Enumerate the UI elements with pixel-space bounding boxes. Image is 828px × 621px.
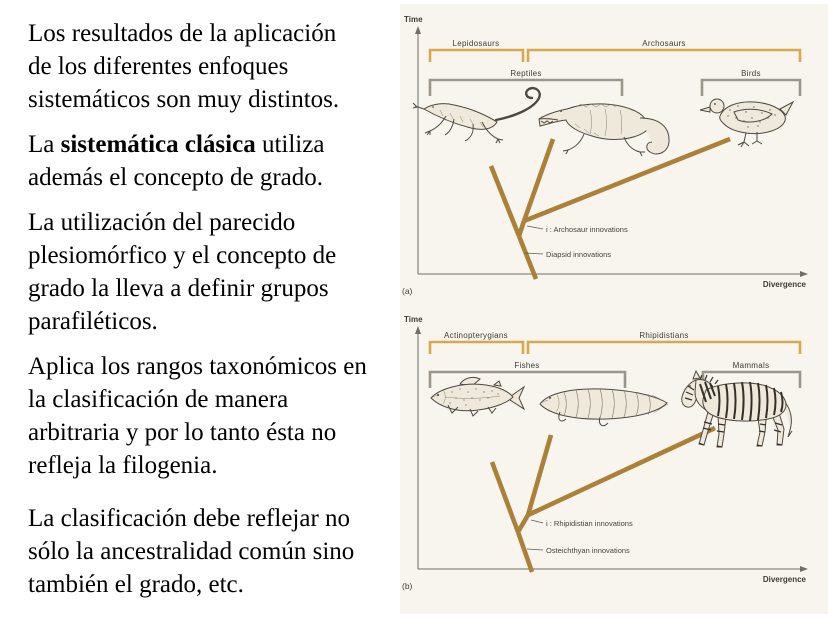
text-line: La utilización del parecido xyxy=(28,209,296,236)
archosaurs-bracket xyxy=(528,50,800,62)
time-axis-arrow xyxy=(415,26,421,34)
divergence-axis-arrow xyxy=(800,271,808,277)
lepidosaurs-bracket xyxy=(430,50,523,62)
text-line: de los diferentes enfoques xyxy=(28,53,289,80)
text-line: la clasificación de manera xyxy=(28,386,289,413)
archosaur-innovations-annotation: i : Archosaur innovations xyxy=(546,225,628,234)
text-line: Los resultados de la aplicación xyxy=(28,20,337,47)
text-line xyxy=(28,128,430,161)
phylogeny-figure-b xyxy=(400,304,828,604)
divergence-axis-label: Divergence xyxy=(762,575,806,584)
rhipidistians-label: Rhipidistians xyxy=(639,331,689,340)
text-line: refleja la filogenia. xyxy=(28,452,218,479)
clade-brackets-a xyxy=(430,39,800,62)
panel-letter-a: (a) xyxy=(402,286,413,296)
bird-illustration xyxy=(700,99,793,147)
diapsid-innovations-annotation: Diapsid innovations xyxy=(546,250,612,259)
time-axis-arrow xyxy=(415,326,421,334)
lobe-finned-fish-illustration xyxy=(540,389,668,426)
reptiles-label: Reptiles xyxy=(510,69,542,78)
actinopterygians-label: Actinopterygians xyxy=(444,331,508,340)
divergence-axis-arrow xyxy=(800,566,808,572)
fishes-label: Fishes xyxy=(514,361,540,370)
text-line: parafiléticos. xyxy=(28,308,158,335)
panel-letter-b: (b) xyxy=(402,581,413,591)
text-line: sistemáticos son muy distintos. xyxy=(28,86,340,113)
paragraph-5 xyxy=(28,502,430,601)
paragraph-4 xyxy=(28,350,430,482)
phylogeny-figure-a xyxy=(400,6,828,302)
divergence-axis-label: Divergence xyxy=(762,280,806,289)
annotations-a xyxy=(525,225,628,259)
text-line: grado la lleva a definir grupos xyxy=(28,275,329,302)
annotations-b xyxy=(527,519,633,555)
figure-column xyxy=(400,4,828,614)
text-line: además el concepto de grado. xyxy=(28,164,324,191)
osteichthyan-innovations-annotation: Osteichthyan innovations xyxy=(546,546,630,555)
bold-term: sistemática clásica xyxy=(60,131,256,158)
time-axis-label: Time xyxy=(404,315,423,324)
text-run: utiliza xyxy=(255,131,325,158)
rhipidistians-bracket xyxy=(528,342,800,354)
slide-text-column xyxy=(28,17,430,613)
text-line: La clasificación debe reflejar no xyxy=(28,505,351,532)
lizard-illustration xyxy=(413,88,540,143)
archosaurs-label: Archosaurs xyxy=(642,39,686,48)
grade-brackets-a xyxy=(430,69,800,96)
actinopterygians-bracket xyxy=(430,342,523,354)
birds-label: Birds xyxy=(741,69,761,78)
ray-finned-fish-illustration xyxy=(431,377,524,416)
mammals-label: Mammals xyxy=(732,361,770,370)
paragraph-3 xyxy=(28,206,430,338)
rhipidistian-innovations-annotation: i : Rhipidistian innovations xyxy=(546,519,633,528)
clade-brackets-b xyxy=(430,331,800,354)
time-axis-label: Time xyxy=(404,15,423,24)
text-run: La xyxy=(28,131,61,158)
paragraph-1 xyxy=(28,17,430,116)
lepidosaurs-label: Lepidosaurs xyxy=(452,39,500,48)
text-line: también el grado, etc. xyxy=(28,571,244,598)
birds-bracket xyxy=(702,80,800,96)
text-line: plesiomórfico y el concepto de xyxy=(28,242,337,269)
text-line: Aplica los rangos taxonómicos en xyxy=(28,353,367,380)
crocodile-illustration xyxy=(539,104,669,156)
text-line: arbitraria y por lo tanto ésta no xyxy=(28,419,337,446)
text-line: sólo la ancestralidad común sino xyxy=(28,538,355,565)
paragraph-2 xyxy=(28,128,430,194)
